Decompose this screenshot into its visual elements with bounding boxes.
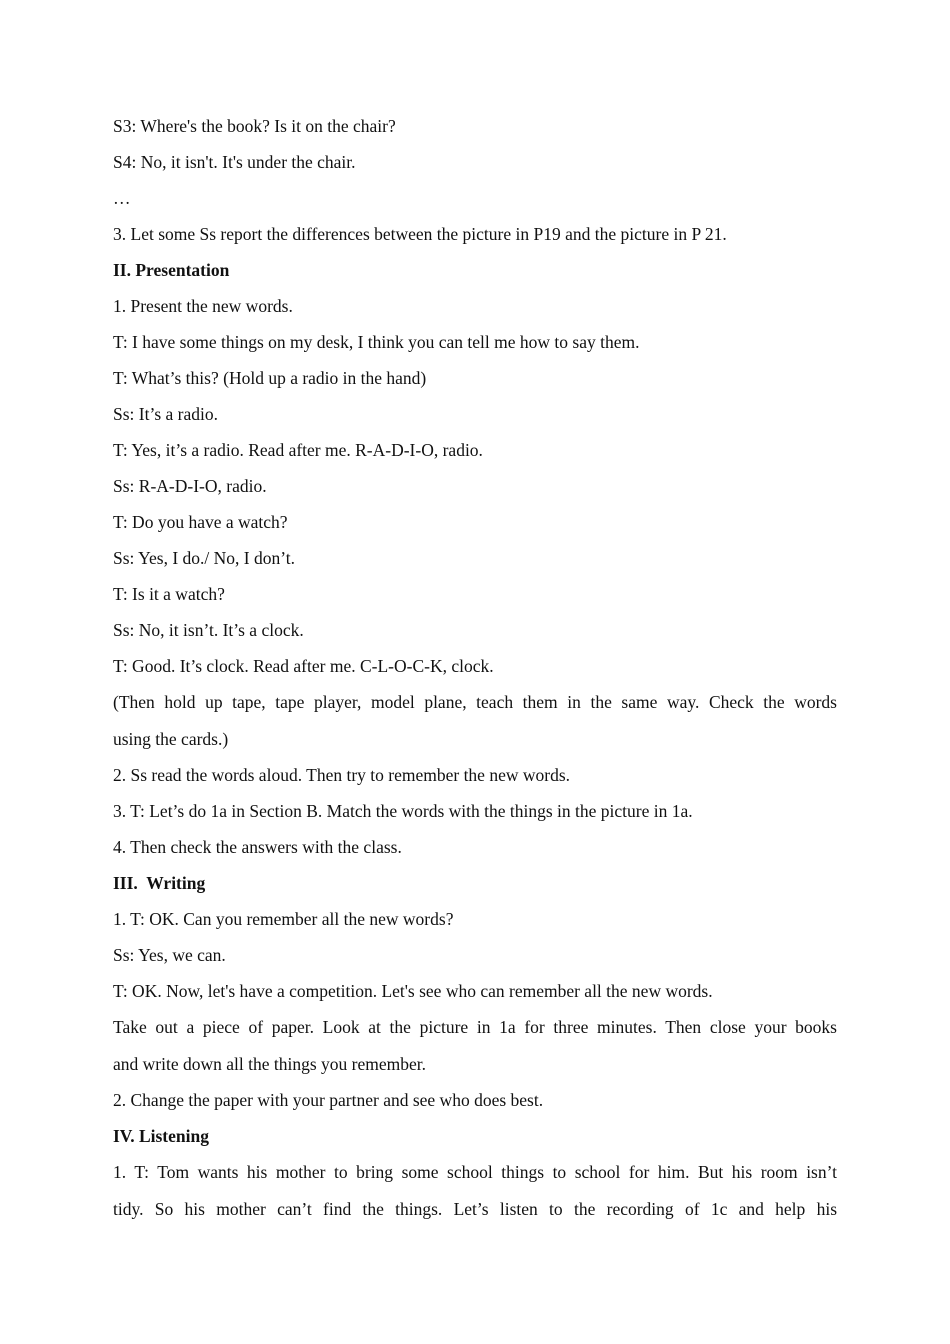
section-heading-listening: IV. Listening bbox=[113, 1126, 209, 1146]
step-line: 2. Change the paper with your partner and see who does best. bbox=[113, 1090, 544, 1110]
step-line: 3. Let some Ss report the differences between the picture in P19 and the picture in P 21. bbox=[113, 224, 727, 244]
paragraph-line: using the cards.) bbox=[113, 729, 229, 749]
paragraph-line: tidy. So his mother can’t find the things. Let’s listen to the recording of 1c and help his bbox=[113, 1199, 837, 1219]
dialogue-line: S3: Where's the book? Is it on the chair? bbox=[113, 116, 396, 136]
step-line: 3. T: Let’s do 1a in Section B. Match the words with the things in the picture in 1a. bbox=[113, 801, 693, 821]
dialogue-line: Ss: R-A-D-I-O, radio. bbox=[113, 476, 267, 496]
dialogue-line: Ss: Yes, we can. bbox=[113, 945, 226, 965]
step-line: 1. T: OK. Can you remember all the new words? bbox=[113, 909, 454, 929]
dialogue-line: T: Do you have a watch? bbox=[113, 512, 288, 532]
dialogue-line: Ss: It’s a radio. bbox=[113, 404, 218, 424]
paragraph-line: (Then hold up tape, tape player, model plane, teach them in the same way. Check the words bbox=[113, 692, 837, 712]
paragraph-line: Take out a piece of paper. Look at the picture in 1a for three minutes. Then close your books bbox=[113, 1017, 837, 1037]
dialogue-line: Ss: No, it isn’t. It’s a clock. bbox=[113, 620, 304, 640]
dialogue-line: T: Yes, it’s a radio. Read after me. R-A-D-I-O, radio. bbox=[113, 440, 483, 460]
dialogue-line: T: OK. Now, let's have a competition. Let's see who can remember all the new words. bbox=[113, 981, 713, 1001]
step-line: 1. Present the new words. bbox=[113, 296, 293, 316]
paragraph-line: and write down all the things you remember. bbox=[113, 1054, 426, 1074]
dialogue-line: T: What’s this? (Hold up a radio in the hand) bbox=[113, 368, 427, 388]
paragraph-line: 1. T: Tom wants his mother to bring some school things to school for him. But his room isn’t bbox=[113, 1162, 837, 1182]
dialogue-line: T: Good. It’s clock. Read after me. C-L-O-C-K, clock. bbox=[113, 656, 494, 676]
step-line: 4. Then check the answers with the class. bbox=[113, 837, 402, 857]
dialogue-line: S4: No, it isn't. It's under the chair. bbox=[113, 152, 356, 172]
dialogue-line: T: Is it a watch? bbox=[113, 584, 225, 604]
section-heading-presentation: II. Presentation bbox=[113, 260, 230, 280]
dialogue-line: Ss: Yes, I do./ No, I don’t. bbox=[113, 548, 295, 568]
dialogue-line: T: I have some things on my desk, I think you can tell me how to say them. bbox=[113, 332, 640, 352]
ellipsis-line: … bbox=[113, 188, 131, 208]
step-line: 2. Ss read the words aloud. Then try to remember the new words. bbox=[113, 765, 570, 785]
section-heading-writing: III. Writing bbox=[113, 873, 206, 893]
document-page bbox=[113, 110, 837, 1230]
